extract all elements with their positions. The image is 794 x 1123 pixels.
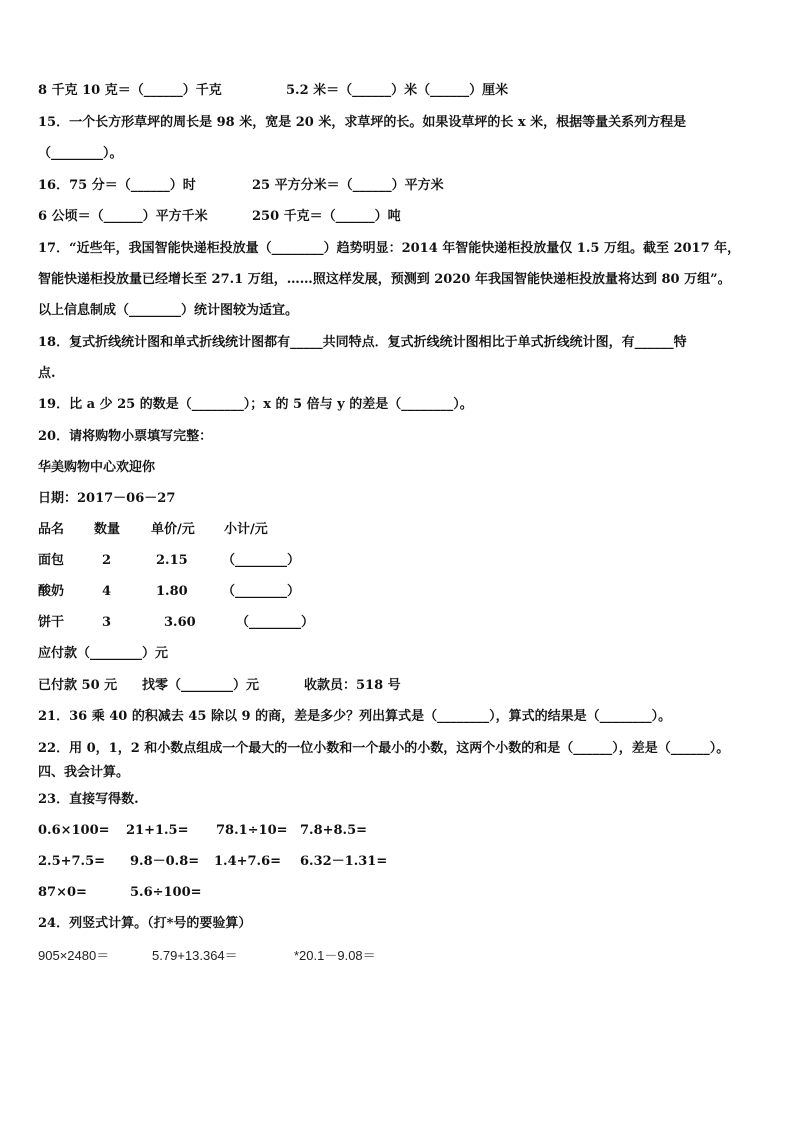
calc-item: 1.4+7.6=: [214, 854, 282, 869]
q15-line2: （________）。: [38, 146, 123, 161]
calc-item: 6.32－1.31=: [300, 854, 388, 869]
q16-part-d: 250 千克＝（______）吨: [252, 209, 401, 224]
q24-line: 24．列竖式计算。（打*号的要验算）: [38, 916, 252, 931]
cashier-id: 收款员：518 号: [304, 678, 401, 693]
header-qty: 数量: [94, 522, 121, 537]
section-4-heading: 四、我会计算。: [38, 765, 130, 780]
q23-line: 23．直接写得数.: [38, 792, 139, 807]
amount-due: 应付款（________）元: [38, 646, 169, 661]
item-subtotal-blank: （________）: [236, 615, 315, 630]
q20-line: 20．请将购物小票填写完整：: [38, 429, 213, 444]
calc-item: 0.6×100=: [38, 823, 110, 838]
q16-part-a: 16．75 分＝（______）时: [38, 178, 196, 193]
calc-item: 78.1÷10=: [216, 823, 288, 838]
receipt-date: 日期：2017－06－27: [38, 491, 176, 506]
vertical-calc-item: 5.79+13.364＝: [152, 948, 238, 963]
item-qty: 4: [102, 584, 112, 599]
calc-item: 21+1.5=: [126, 823, 189, 838]
item-qty: 3: [102, 615, 112, 630]
item-price: 2.15: [156, 553, 188, 568]
q14-part-b: 5.2 米＝（______）米（______）厘米: [286, 83, 509, 98]
item-price: 1.80: [156, 584, 188, 599]
header-name: 品名: [38, 522, 65, 537]
item-name: 酸奶: [38, 584, 65, 599]
calc-item: 9.8－0.8=: [130, 854, 200, 869]
item-name: 饼干: [38, 615, 65, 630]
item-qty: 2: [102, 553, 112, 568]
q16-part-b: 25 平方分米＝（______）平方米: [252, 178, 444, 193]
vertical-calc-item: *20.1－9.08＝: [294, 948, 376, 963]
calc-item: 5.6÷100=: [130, 885, 202, 900]
calc-item: 7.8+8.5=: [300, 823, 368, 838]
q18-line2: 点.: [38, 366, 56, 381]
q22-line: 22．用 0，1，2 和小数点组成一个最大的一位小数和一个最小的小数，这两个小数的和是（______），差是（______）。: [38, 741, 730, 756]
amount-paid: 已付款 50 元: [38, 678, 118, 693]
vertical-calc-item: 905×2480＝: [38, 948, 110, 963]
q21-line: 21．36 乘 40 的积减去 45 除以 9 的商，差是多少？列出算式是（________），算式的结果是（________）。: [38, 709, 672, 724]
q17-line2: 智能快递柜投放量已经增长至 27.1 万组，……照这样发展，预测到 2020 年我国智能快递柜投放量将达到 80 万组”。: [38, 272, 731, 287]
q16-part-c: 6 公顷＝（______）平方千米: [38, 209, 208, 224]
item-price: 3.60: [164, 615, 196, 630]
q18-line1: 18．复式折线统计图和单式折线统计图都有_____共同特点．复式折线统计图相比于单式折线统计图，有______特: [38, 335, 687, 350]
q17-line1: 17．“近些年，我国智能快递柜投放量（________）趋势明显：2014 年智能快递柜投放量仅 1.5 万组。截至 2017 年，: [38, 241, 741, 256]
item-name: 面包: [38, 553, 65, 568]
calc-item: 2.5+7.5=: [38, 854, 106, 869]
item-subtotal-blank: （________）: [222, 584, 301, 599]
change-blank: 找零（________）元: [142, 678, 260, 693]
q17-line3: 以上信息制成（________）统计图较为适宜。: [38, 303, 299, 318]
q14-part-a: 8 千克 10 克＝（______）千克: [38, 83, 222, 98]
calc-item: 87×0=: [38, 885, 87, 900]
header-subtotal: 小计/元: [224, 522, 268, 537]
header-price: 单价/元: [151, 522, 195, 537]
shop-title: 华美购物中心欢迎你: [38, 460, 156, 475]
item-subtotal-blank: （________）: [222, 553, 301, 568]
q19-line: 19．比 a 少 25 的数是（________）；x 的 5 倍与 y 的差是（________）。: [38, 397, 473, 412]
q15-line1: 15．一个长方形草坪的周长是 98 米，宽是 20 米，求草坪的长。如果设草坪的长 x 米，根据等量关系列方程是: [38, 115, 687, 130]
